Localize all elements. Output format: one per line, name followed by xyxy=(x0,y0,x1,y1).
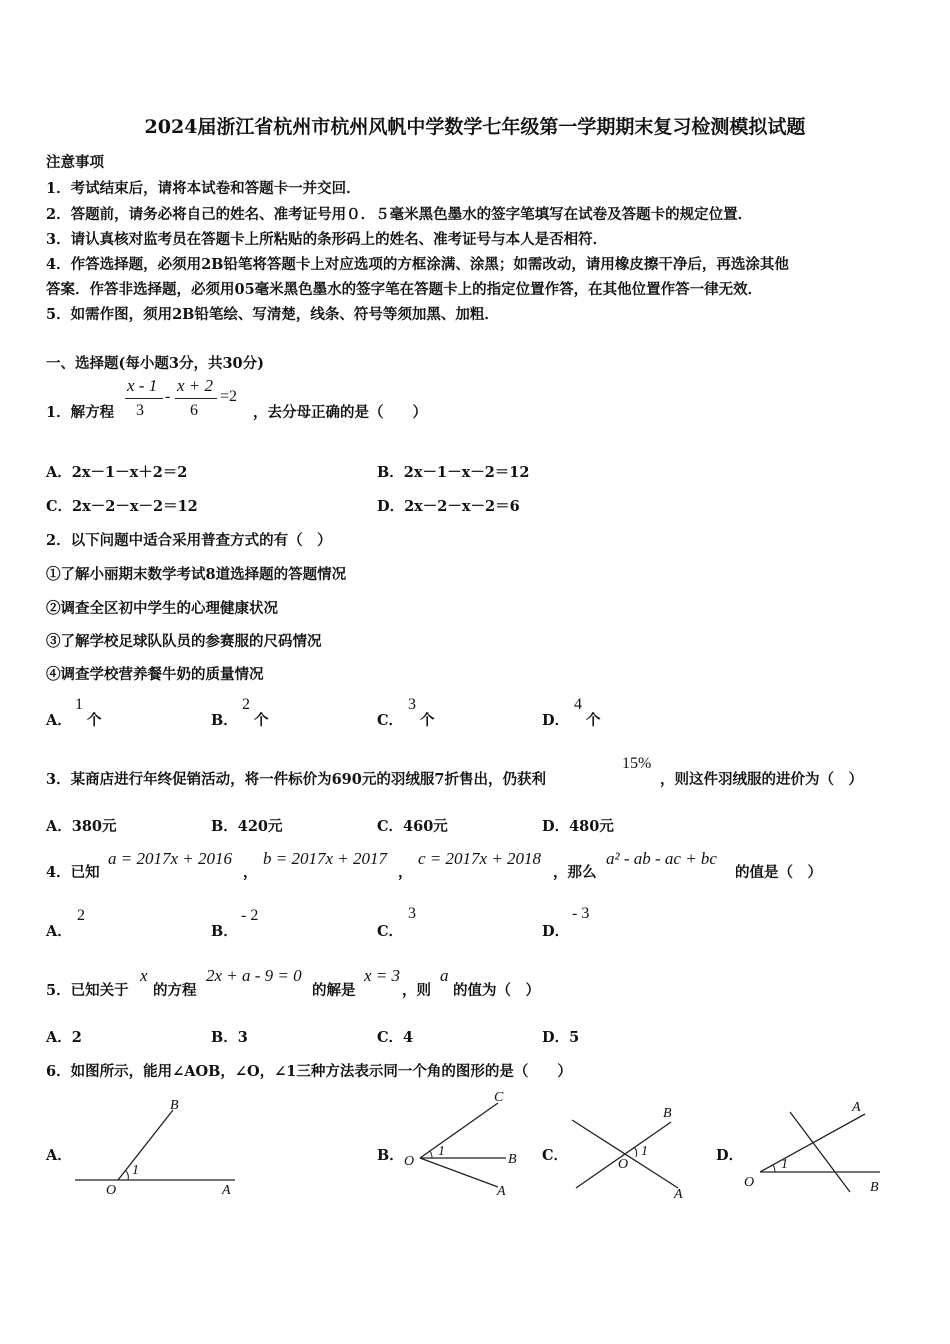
notice-item-2: 2．答题前，请务必将自己的姓名、准考证号用０．５毫米黑色墨水的签字笔填写在试卷及答题卡的规定位置． xyxy=(46,206,753,223)
q2-option-c-num: 3 xyxy=(408,696,416,713)
q1-option-a[interactable]: A．2x－1－x＋2＝2 xyxy=(46,464,188,481)
q4-prefix: 4．已知 xyxy=(46,864,100,881)
q5-mid2: 的解是 xyxy=(312,982,356,999)
fig-a-ray-ob xyxy=(118,1110,173,1180)
q6-option-d-label[interactable]: D． xyxy=(716,1147,744,1164)
notice-item-4-cont: 答案．作答非选择题，必须用05毫米黑色墨水的签字笔在答题卡上的指定位置作答，在其他位置作答一律无效． xyxy=(46,281,763,298)
notice-heading: 注意事项 xyxy=(46,154,104,171)
q1-frac2-bar xyxy=(175,398,217,399)
q1-minus: - xyxy=(165,388,171,405)
q4-b-expr: b = 2017x + 2017 xyxy=(263,849,387,868)
q2-item-1: ①了解小丽期末数学考试8道选择题的答题情况 xyxy=(46,566,347,583)
notice-item-3: 3．请认真核对监考员在答题卡上所粘贴的条形码上的姓名、准考证号与本人是否相符． xyxy=(46,231,608,248)
fig-a-label-1: 1 xyxy=(132,1163,139,1178)
q6-figure-d xyxy=(740,1092,890,1202)
fig-a-angle-arc xyxy=(126,1171,128,1180)
q2-stem: 2．以下问题中适合采用普查方式的有（ ） xyxy=(46,532,332,549)
fig-b-label-1: 1 xyxy=(438,1144,445,1159)
fig-b-label-c: C xyxy=(494,1090,504,1105)
fig-a-label-o: O xyxy=(106,1183,117,1198)
q6-figure-c xyxy=(566,1100,696,1205)
q3-option-b[interactable]: B．420元 xyxy=(211,818,283,835)
q6-stem: 6．如图所示，能用∠AOB，∠O，∠1三种方法表示同一个角的图形的是（ ） xyxy=(46,1063,572,1080)
q1-suffix: ，去分母正确的是（ ） xyxy=(253,404,427,421)
fig-c-label-1: 1 xyxy=(641,1144,648,1159)
q3-percent: 15% xyxy=(622,755,652,772)
fig-c-angle-arc xyxy=(634,1147,637,1157)
q5-option-a[interactable]: A．2 xyxy=(46,1029,82,1046)
q2-option-b-unit: 个 xyxy=(254,712,269,729)
q2-option-d-num: 4 xyxy=(574,696,582,713)
q2-item-4: ④调查学校营养餐牛奶的质量情况 xyxy=(46,666,264,683)
q6-figure-a xyxy=(70,1092,240,1202)
q4-option-a-label[interactable]: A． xyxy=(46,923,72,940)
q3-option-a[interactable]: A．380元 xyxy=(46,818,117,835)
q5-a: a xyxy=(440,966,449,985)
fig-a-label-a: A xyxy=(222,1183,231,1198)
fig-d-transversal xyxy=(790,1112,850,1192)
q5-prefix: 5．已知关于 xyxy=(46,982,129,999)
q4-suffix: 的值是（ ） xyxy=(735,864,822,881)
notice-item-1: 1．考试结束后，请将本试卷和答题卡一并交回． xyxy=(46,180,361,197)
q6-option-c-label[interactable]: C． xyxy=(542,1147,569,1164)
q3-option-c[interactable]: C．460元 xyxy=(377,818,448,835)
q2-option-c-label[interactable]: C． xyxy=(377,712,404,729)
q2-option-d-unit: 个 xyxy=(586,712,601,729)
q1-option-c[interactable]: C．2x－2－x－2＝12 xyxy=(46,498,198,515)
fig-b-angle-arc xyxy=(430,1151,432,1158)
fig-d-angle-arc xyxy=(773,1165,775,1172)
fig-c-label-b: B xyxy=(663,1106,672,1121)
q4-mid: ，那么 xyxy=(553,864,597,881)
q4-option-d-val: - 3 xyxy=(572,905,590,922)
q5-x: x xyxy=(140,966,148,985)
q4-option-b-label[interactable]: B． xyxy=(211,923,238,940)
fig-c-label-a: A xyxy=(674,1187,683,1202)
q2-item-3: ③了解学校足球队队员的参赛服的尺码情况 xyxy=(46,633,322,650)
notice-item-4: 4．作答选择题，必须用2B铅笔将答题卡上对应选项的方框涂满、涂黑；如需改动，请用橡皮擦干净后，再选涂其他 xyxy=(46,256,789,273)
q5-mid3: ，则 xyxy=(402,982,431,999)
q1-option-d[interactable]: D．2x－2－x－2＝6 xyxy=(377,498,520,515)
fig-b-label-a: A xyxy=(497,1184,506,1199)
q1-frac2-num: x + 2 xyxy=(177,376,214,395)
fig-a-label-b: B xyxy=(170,1098,179,1113)
q5-suffix: 的值为（ ） xyxy=(453,982,540,999)
fig-d-label-1: 1 xyxy=(781,1157,788,1172)
q2-option-b-num: 2 xyxy=(242,696,250,713)
q2-option-a-unit: 个 xyxy=(87,712,102,729)
q1-prefix: 1．解方程 xyxy=(46,404,115,421)
q2-option-c-unit: 个 xyxy=(420,712,435,729)
q4-sep2: ， xyxy=(398,864,413,881)
q5-option-d[interactable]: D．5 xyxy=(542,1029,580,1046)
q4-option-c-label[interactable]: C． xyxy=(377,923,404,940)
fig-b-ray-oc xyxy=(420,1103,498,1158)
fig-d-label-o: O xyxy=(744,1175,755,1190)
q4-expression: a² - ab - ac + bc xyxy=(606,849,717,868)
fig-d-label-a: A xyxy=(852,1100,861,1115)
q3-stem-a: 3．某商店进行年终促销活动，将一件标价为690元的羽绒服7折售出，仍获利 xyxy=(46,771,546,788)
fig-c-label-o: O xyxy=(618,1157,629,1172)
fig-b-ray-oa xyxy=(420,1158,498,1187)
q5-option-c[interactable]: C．4 xyxy=(377,1029,414,1046)
q2-option-b-label[interactable]: B． xyxy=(211,712,238,729)
q4-sep1: ， xyxy=(243,864,258,881)
q5-option-b[interactable]: B．3 xyxy=(211,1029,248,1046)
q4-option-c-val: 3 xyxy=(408,905,416,922)
page-title: 2024届浙江省杭州市杭州风帆中学数学七年级第一学期期末复习检测模拟试题 xyxy=(144,116,806,138)
q3-stem-b: ，则这件羽绒服的进价为（ ） xyxy=(660,771,863,788)
q4-option-d-label[interactable]: D． xyxy=(542,923,570,940)
q5-mid1: 的方程 xyxy=(153,982,197,999)
fig-b-label-o: O xyxy=(404,1154,415,1169)
q2-item-2: ②调查全区初中学生的心理健康状况 xyxy=(46,600,278,617)
fig-b-label-b: B xyxy=(508,1152,517,1167)
q4-a-expr: a = 2017x + 2016 xyxy=(108,849,232,868)
q2-option-d-label[interactable]: D． xyxy=(542,712,570,729)
q4-option-b-val: - 2 xyxy=(241,907,259,924)
q4-option-a-val: 2 xyxy=(77,907,85,924)
q5-equation: 2x + a - 9 = 0 xyxy=(206,966,302,985)
q2-option-a-label[interactable]: A． xyxy=(46,712,72,729)
fig-d-label-b: B xyxy=(870,1180,879,1195)
q1-equals: =2 xyxy=(220,388,238,405)
q1-frac2-den: 6 xyxy=(190,402,198,419)
q1-option-b[interactable]: B．2x－1－x－2＝12 xyxy=(377,464,530,481)
q6-figure-b xyxy=(398,1085,528,1200)
q1-frac1-num: x - 1 xyxy=(127,376,158,395)
q4-c-expr: c = 2017x + 2018 xyxy=(418,849,542,868)
q5-solution: x = 3 xyxy=(364,966,401,985)
section-heading: 一、选择题(每小题3分，共30分) xyxy=(46,355,264,372)
q6-option-a-label[interactable]: A． xyxy=(46,1147,72,1164)
q2-option-a-num: 1 xyxy=(75,696,83,713)
notice-item-5: 5．如需作图，须用2B铅笔绘、写清楚，线条、符号等须加黑、加粗． xyxy=(46,306,499,323)
q3-option-d[interactable]: D．480元 xyxy=(542,818,614,835)
q1-frac1-den: 3 xyxy=(136,402,144,419)
q1-frac1-bar xyxy=(125,398,163,399)
q6-option-b-label[interactable]: B． xyxy=(377,1147,404,1164)
